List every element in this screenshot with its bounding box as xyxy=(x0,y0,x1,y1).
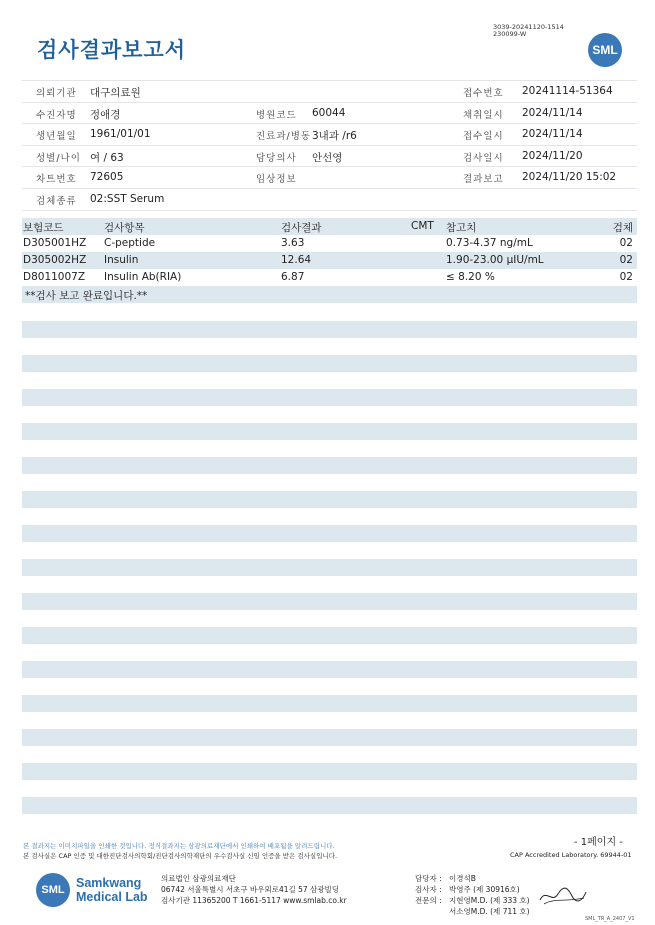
patient-label: 수진자명 xyxy=(36,109,77,121)
footer-sml-logo: SML xyxy=(36,873,70,907)
document-id: 3039-20241120-1514 230099-W xyxy=(493,23,564,38)
info-row xyxy=(22,167,637,189)
table-row xyxy=(22,252,637,269)
cell-code: D8011007Z xyxy=(23,271,86,283)
collect-label: 채취일시 xyxy=(463,109,504,121)
cap-accreditation: CAP Accredited Laboratory. 69944-01 xyxy=(510,851,632,859)
cell-code: D305001HZ xyxy=(23,237,87,249)
empty-row-bands xyxy=(22,321,637,831)
accreditation-notice: 본 검사실은 CAP 인증 및 대한진단검사의학회/진단검사의학재단의 우수검사실 신임 인증을 받은 검사실입니다. xyxy=(23,852,338,860)
completion-note: **검사 보고 완료입니다.** xyxy=(25,290,148,302)
empty-band xyxy=(22,763,637,780)
staff-list xyxy=(415,873,530,917)
hospital-code-value: 60044 xyxy=(312,106,346,119)
dept-label: 진료과/병동 xyxy=(256,131,312,143)
results-table xyxy=(22,218,637,303)
chart-value: 72605 xyxy=(90,171,124,184)
info-row xyxy=(22,80,637,103)
report-value: 2024/11/20 15:02 xyxy=(522,171,617,184)
cell-ref: 0.73-4.37 ng/mL xyxy=(446,237,533,249)
specimen-value: 02:SST Serum xyxy=(90,192,165,205)
empty-band xyxy=(22,695,637,712)
cell-code: D305002HZ xyxy=(23,254,87,266)
staff-row: 검사자 : 박영주 (제 30916호) xyxy=(415,885,520,894)
cell-result: 6.87 xyxy=(281,271,305,283)
header-ref: 참고치 xyxy=(446,222,477,234)
lab-address: 의료법인 삼광의료재단 06742 서울특별시 서초구 바우뫼로41길 57 삼광빌딩 검사기관 11365200 T 1661-5117 www.smlab.co.kr xyxy=(161,874,347,905)
cell-specimen: 02 xyxy=(619,271,633,283)
empty-band xyxy=(22,797,637,814)
empty-band xyxy=(22,559,637,576)
institution-label: 의뢰기관 xyxy=(36,88,77,99)
dob-value: 1961/01/01 xyxy=(90,128,151,141)
form-code: SML_TR_A_2407_V1 xyxy=(585,916,635,922)
cell-ref: ≤ 8.20 % xyxy=(446,271,495,283)
empty-band xyxy=(22,627,637,644)
doctor-value: 안선영 xyxy=(312,151,343,164)
dob-label: 생년월일 xyxy=(36,131,77,143)
institution-value: 대구의료원 xyxy=(90,87,141,99)
doctor-label: 담당의사 xyxy=(256,152,297,164)
empty-band xyxy=(22,423,637,440)
receipt-no-value: 20241114-51364 xyxy=(522,85,613,97)
chart-label: 차트번호 xyxy=(36,174,77,186)
collect-value: 2024/11/14 xyxy=(522,106,583,119)
empty-band xyxy=(22,321,637,338)
empty-band xyxy=(22,593,637,610)
table-row xyxy=(22,269,637,286)
received-label: 접수일시 xyxy=(463,131,504,143)
signature-image xyxy=(538,884,588,908)
clinical-label: 임상정보 xyxy=(256,174,297,186)
header-code: 보험코드 xyxy=(23,222,64,234)
sex-age-label: 성별/나이 xyxy=(36,152,81,164)
sex-age-value: 여 / 63 xyxy=(90,151,124,164)
empty-band xyxy=(22,389,637,406)
empty-band xyxy=(22,355,637,372)
received-value: 2024/11/14 xyxy=(522,128,583,141)
empty-band xyxy=(22,525,637,542)
brand-name: Samkwang Medical Lab xyxy=(76,876,148,904)
staff-row: 서소영M.D. (제 711 호) xyxy=(449,907,530,916)
cell-item: Insulin xyxy=(104,254,139,266)
table-row xyxy=(22,235,637,252)
info-row xyxy=(22,146,637,168)
print-notice: 본 결과지는 이미지파일을 인쇄한 것입니다. 정식결과지는 삼광의료재단에서 인쇄하여 배포됨을 알려드립니다. xyxy=(23,842,335,850)
header-item: 검사항목 xyxy=(104,222,145,234)
page-number: - 1페이지 - xyxy=(574,837,623,848)
empty-band xyxy=(22,491,637,508)
staff-row: 전문의 : 지현영M.D. (제 333 호) xyxy=(415,896,530,905)
report-label: 결과보고 xyxy=(463,174,504,186)
staff-row: 담당자 : 이경석B xyxy=(415,874,476,883)
sml-logo: SML xyxy=(588,33,622,67)
info-row xyxy=(22,189,637,211)
table-header xyxy=(22,218,637,235)
info-row xyxy=(22,103,637,125)
specimen-label: 검체종류 xyxy=(36,195,77,207)
receipt-no-label: 접수번호 xyxy=(463,88,504,99)
cell-result: 3.63 xyxy=(281,237,305,249)
test-date-label: 검사일시 xyxy=(463,152,504,164)
cell-specimen: 02 xyxy=(619,237,633,249)
cell-specimen: 02 xyxy=(619,254,633,266)
empty-band xyxy=(22,661,637,678)
empty-band xyxy=(22,729,637,746)
patient-value: 정애경 xyxy=(90,108,121,121)
empty-band xyxy=(22,457,637,474)
header-specimen: 검체 xyxy=(612,222,633,234)
header-result: 검사결과 xyxy=(281,222,322,234)
completion-note-row xyxy=(22,286,637,303)
cell-item: C-peptide xyxy=(104,237,156,249)
cell-result: 12.64 xyxy=(281,254,312,266)
info-row xyxy=(22,124,637,146)
header-cmt: CMT xyxy=(411,220,434,232)
cell-ref: 1.90-23.00 µIU/mL xyxy=(446,254,544,266)
hospital-code-label: 병원코드 xyxy=(256,109,297,121)
page-title: 검사결과보고서 xyxy=(37,38,187,62)
dept-value: 3내과 /r6 xyxy=(312,130,357,143)
test-date-value: 2024/11/20 xyxy=(522,149,583,162)
cell-item: Insulin Ab(RIA) xyxy=(104,271,182,283)
patient-info-section xyxy=(22,80,637,211)
